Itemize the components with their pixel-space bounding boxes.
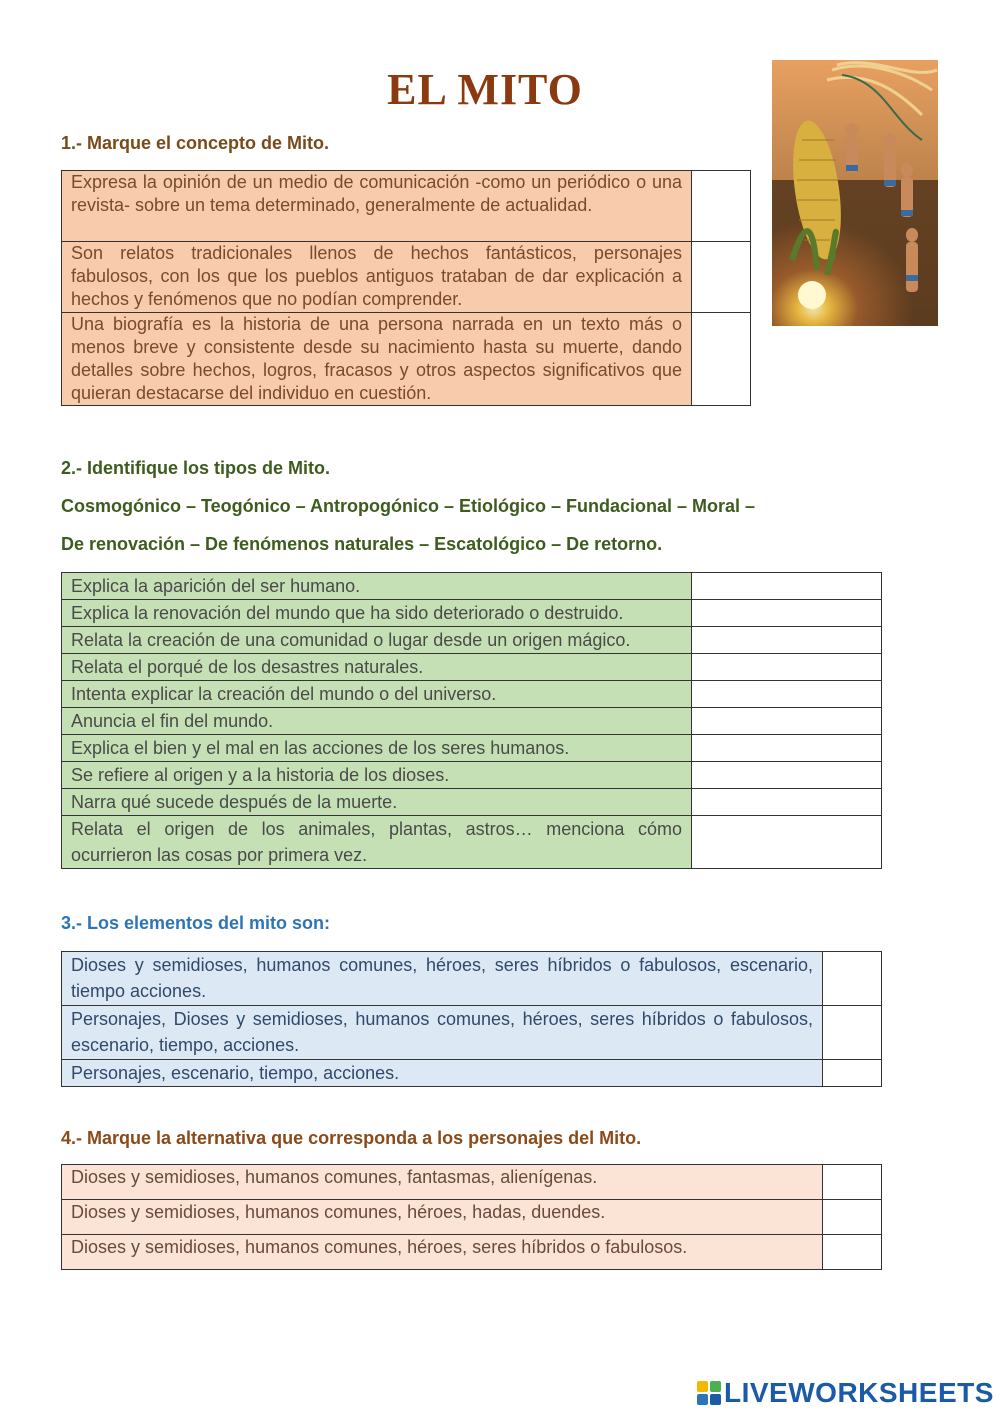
liveworksheets-logo-text: LIVEWORKSHEETS [724, 1377, 994, 1408]
table-row [62, 1060, 882, 1087]
q4-option-3-answer-box[interactable] [823, 1235, 882, 1270]
q2-row-5-answer-box[interactable] [692, 681, 882, 708]
q4-option-1-text: Dioses y semidioses, humanos comunes, fantasmas, alienígenas. [62, 1165, 823, 1200]
q2-row-6-text: Anuncia el fin del mundo. [62, 708, 692, 735]
table-row [62, 681, 882, 708]
q1-option-1-answer-box[interactable] [692, 171, 751, 242]
q3-option-3-text: Personajes, escenario, tiempo, acciones. [62, 1060, 823, 1087]
q1-option-1-text: Expresa la opinión de un medio de comunicación -como un periódico o una revista- sobre un tema determinado, generalmente de actualidad. [62, 171, 692, 242]
q2-row-3-answer-box[interactable] [692, 627, 882, 654]
q2-row-1-text: Explica la aparición del ser humano. [62, 573, 692, 600]
table-row [62, 1235, 882, 1270]
q2-row-1-answer-box[interactable] [692, 573, 882, 600]
table-row [62, 789, 882, 816]
q4-option-2-answer-box[interactable] [823, 1200, 882, 1235]
table-row [62, 600, 882, 627]
table-row [62, 952, 882, 1006]
q2-row-10-answer-box[interactable] [692, 816, 882, 869]
table-row [62, 708, 882, 735]
q3-option-2-answer-box[interactable] [823, 1006, 882, 1060]
q3-option-1-answer-box[interactable] [823, 952, 882, 1006]
table-row [62, 313, 751, 406]
q2-row-8-answer-box[interactable] [692, 762, 882, 789]
liveworksheets-logo[interactable] [697, 1377, 994, 1409]
q2-row-10-text: Relata el origen de los animales, plantas, astros… menciona cómo ocurrieron las cosas por primera vez. [62, 816, 692, 869]
q1-option-3-text: Una biografía es la historia de una persona narrada en un texto más o menos breve y consistente desde su nacimiento hasta su muerte, dando detalles sobre hechos, logros, fracasos y otros aspectos significativos que quieran destacarse del individuo en cuestión. [62, 313, 692, 406]
table-row [62, 816, 882, 869]
q2-row-5-text: Intenta explicar la creación del mundo o del universo. [62, 681, 692, 708]
table-row [62, 735, 882, 762]
q3-option-3-answer-box[interactable] [823, 1060, 882, 1087]
table-row [62, 1165, 882, 1200]
q3-option-1-text: Dioses y semidioses, humanos comunes, héroes, seres híbridos o fabulosos, escenario, tiempo acciones. [62, 952, 823, 1006]
q2-row-7-text: Explica el bien y el mal en las acciones de los seres humanos. [62, 735, 692, 762]
table-row [62, 654, 882, 681]
q1-options-table [61, 170, 751, 406]
table-row [62, 242, 751, 313]
q2-row-9-answer-box[interactable] [692, 789, 882, 816]
q2-row-3-text: Relata la creación de una comunidad o lugar desde un origen mágico. [62, 627, 692, 654]
q2-row-8-text: Se refiere al origen y a la historia de los dioses. [62, 762, 692, 789]
q3-option-2-text: Personajes, Dioses y semidioses, humanos comunes, héroes, seres híbridos o fabulosos, escenario, tiempo, acciones. [62, 1006, 823, 1060]
q2-row-2-text: Explica la renovación del mundo que ha sido deteriorado o destruido. [62, 600, 692, 627]
q1-option-3-answer-box[interactable] [692, 313, 751, 406]
table-row [62, 762, 882, 789]
q2-row-6-answer-box[interactable] [692, 708, 882, 735]
table-row [62, 1200, 882, 1235]
q4-option-1-answer-box[interactable] [823, 1165, 882, 1200]
table-row [62, 1006, 882, 1060]
q2-row-4-text: Relata el porqué de los desastres naturales. [62, 654, 692, 681]
q4-option-2-text: Dioses y semidioses, humanos comunes, héroes, hadas, duendes. [62, 1200, 823, 1235]
q2-row-2-answer-box[interactable] [692, 600, 882, 627]
q2-types-line-2: De renovación – De fenómenos naturales – Escatológico – De retorno. [61, 534, 663, 554]
page-title: EL MITO [387, 65, 583, 114]
liveworksheets-logo-icon [697, 1381, 721, 1405]
q2-row-4-answer-box[interactable] [692, 654, 882, 681]
q1-option-2-answer-box[interactable] [692, 242, 751, 313]
q4-option-3-text: Dioses y semidioses, humanos comunes, héroes, seres híbridos o fabulosos. [62, 1235, 823, 1270]
q2-heading: 2.- Identifique los tipos de Mito. [61, 458, 330, 478]
q4-heading: 4.- Marque la alternativa que corresponda a los personajes del Mito. [61, 1128, 642, 1148]
q2-row-7-answer-box[interactable] [692, 735, 882, 762]
q1-option-2-text: Son relatos tradicionales llenos de hechos fantásticos, personajes fabulosos, con los que los pueblos antiguos trataban de dar explicación a hechos y fenómenos que no podían comprender. [62, 242, 692, 313]
q1-heading: 1.- Marque el concepto de Mito. [61, 133, 330, 153]
q2-types-table [61, 572, 882, 869]
q3-options-table [61, 951, 882, 1087]
q2-types-line-1: Cosmogónico – Teogónico – Antropogónico – Etiológico – Fundacional – Moral – [61, 496, 756, 516]
q4-options-table [61, 1164, 882, 1270]
table-row [62, 171, 751, 242]
myth-corn-illustration [772, 60, 938, 326]
q2-row-9-text: Narra qué sucede después de la muerte. [62, 789, 692, 816]
table-row [62, 627, 882, 654]
table-row [62, 573, 882, 600]
q3-heading: 3.- Los elementos del mito son: [61, 913, 331, 933]
